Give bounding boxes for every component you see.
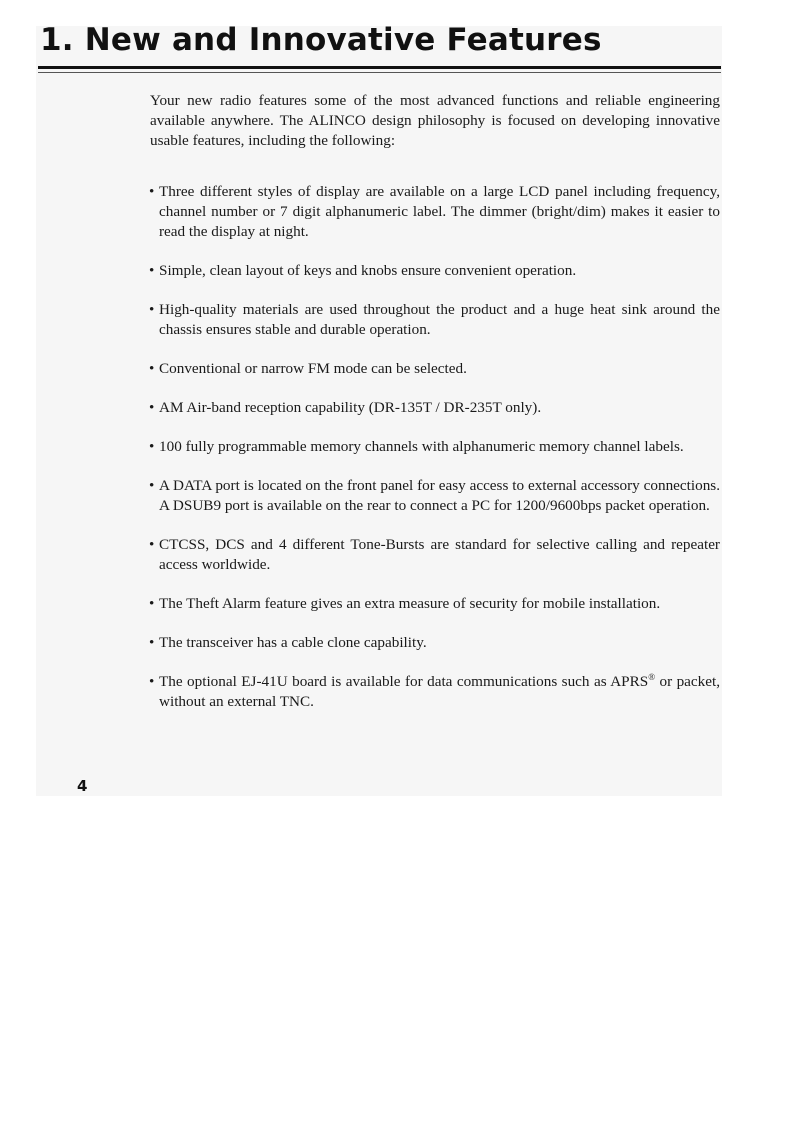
- bullet-icon: •: [149, 399, 155, 416]
- bullet-icon: •: [149, 360, 155, 377]
- feature-text: Three different styles of display are available on a large LCD panel including frequency, channel number or 7 digit alphanumeric label. The dimmer (bright/dim) makes it easier to read the display at night.: [159, 183, 720, 240]
- feature-item: [150, 633, 720, 653]
- bullet-icon: •: [149, 673, 155, 690]
- heading-rule-thin: [38, 72, 721, 73]
- feature-text: 100 fully programmable memory channels with alphanumeric memory channel labels.: [159, 438, 684, 455]
- intro-paragraph: Your new radio features some of the most advanced functions and reliable engineering available anywhere. The ALINCO design philosophy is focused on developing innovative usable features, including the following:: [150, 92, 720, 149]
- registered-mark: ®: [648, 671, 656, 682]
- bullet-icon: •: [149, 262, 155, 279]
- feature-item: [150, 535, 720, 575]
- bullet-icon: •: [149, 595, 155, 612]
- bullet-icon: •: [149, 634, 155, 651]
- heading-rule-thick: [38, 66, 721, 69]
- body-content: [150, 91, 720, 731]
- feature-item: [150, 594, 720, 614]
- feature-item: [150, 182, 720, 242]
- bullet-icon: •: [149, 438, 155, 455]
- feature-text: Simple, clean layout of keys and knobs ensure convenient operation.: [159, 262, 577, 279]
- feature-item: [150, 300, 720, 340]
- feature-text-after-mark: or packet, without an external TNC.: [159, 673, 721, 710]
- feature-item: [150, 672, 720, 712]
- feature-text: Conventional or narrow FM mode can be selected.: [159, 360, 467, 377]
- feature-list: [150, 182, 720, 712]
- feature-text: AM Air-band reception capability (DR-135T / DR-235T only).: [159, 399, 542, 416]
- feature-item: [150, 437, 720, 457]
- feature-text: CTCSS, DCS and 4 different Tone-Bursts are standard for selective calling and repeater access worldwide.: [159, 536, 720, 573]
- page-number: 4: [77, 777, 88, 795]
- bullet-icon: •: [149, 301, 155, 318]
- feature-text-before-mark: The optional EJ-41U board is available for data communications such as APRS: [159, 673, 649, 690]
- feature-text: The Theft Alarm feature gives an extra measure of security for mobile installation.: [159, 595, 661, 612]
- section-heading: 1. New and Innovative Features: [40, 22, 602, 58]
- feature-item: [150, 476, 720, 516]
- bullet-icon: •: [149, 477, 155, 494]
- feature-item: [150, 398, 720, 418]
- feature-text: A DATA port is located on the front panel for easy access to external accessory connections. A DSUB9 port is available on the rear to connect a PC for 1200/9600bps packet operation.: [159, 477, 720, 514]
- feature-text: The transceiver has a cable clone capability.: [159, 634, 427, 651]
- feature-text: High-quality materials are used throughout the product and a huge heat sink around the chassis ensures stable and durable operation.: [159, 301, 720, 338]
- bullet-icon: •: [149, 536, 155, 553]
- feature-item: [150, 261, 720, 281]
- feature-item: [150, 359, 720, 379]
- bullet-icon: •: [149, 183, 155, 200]
